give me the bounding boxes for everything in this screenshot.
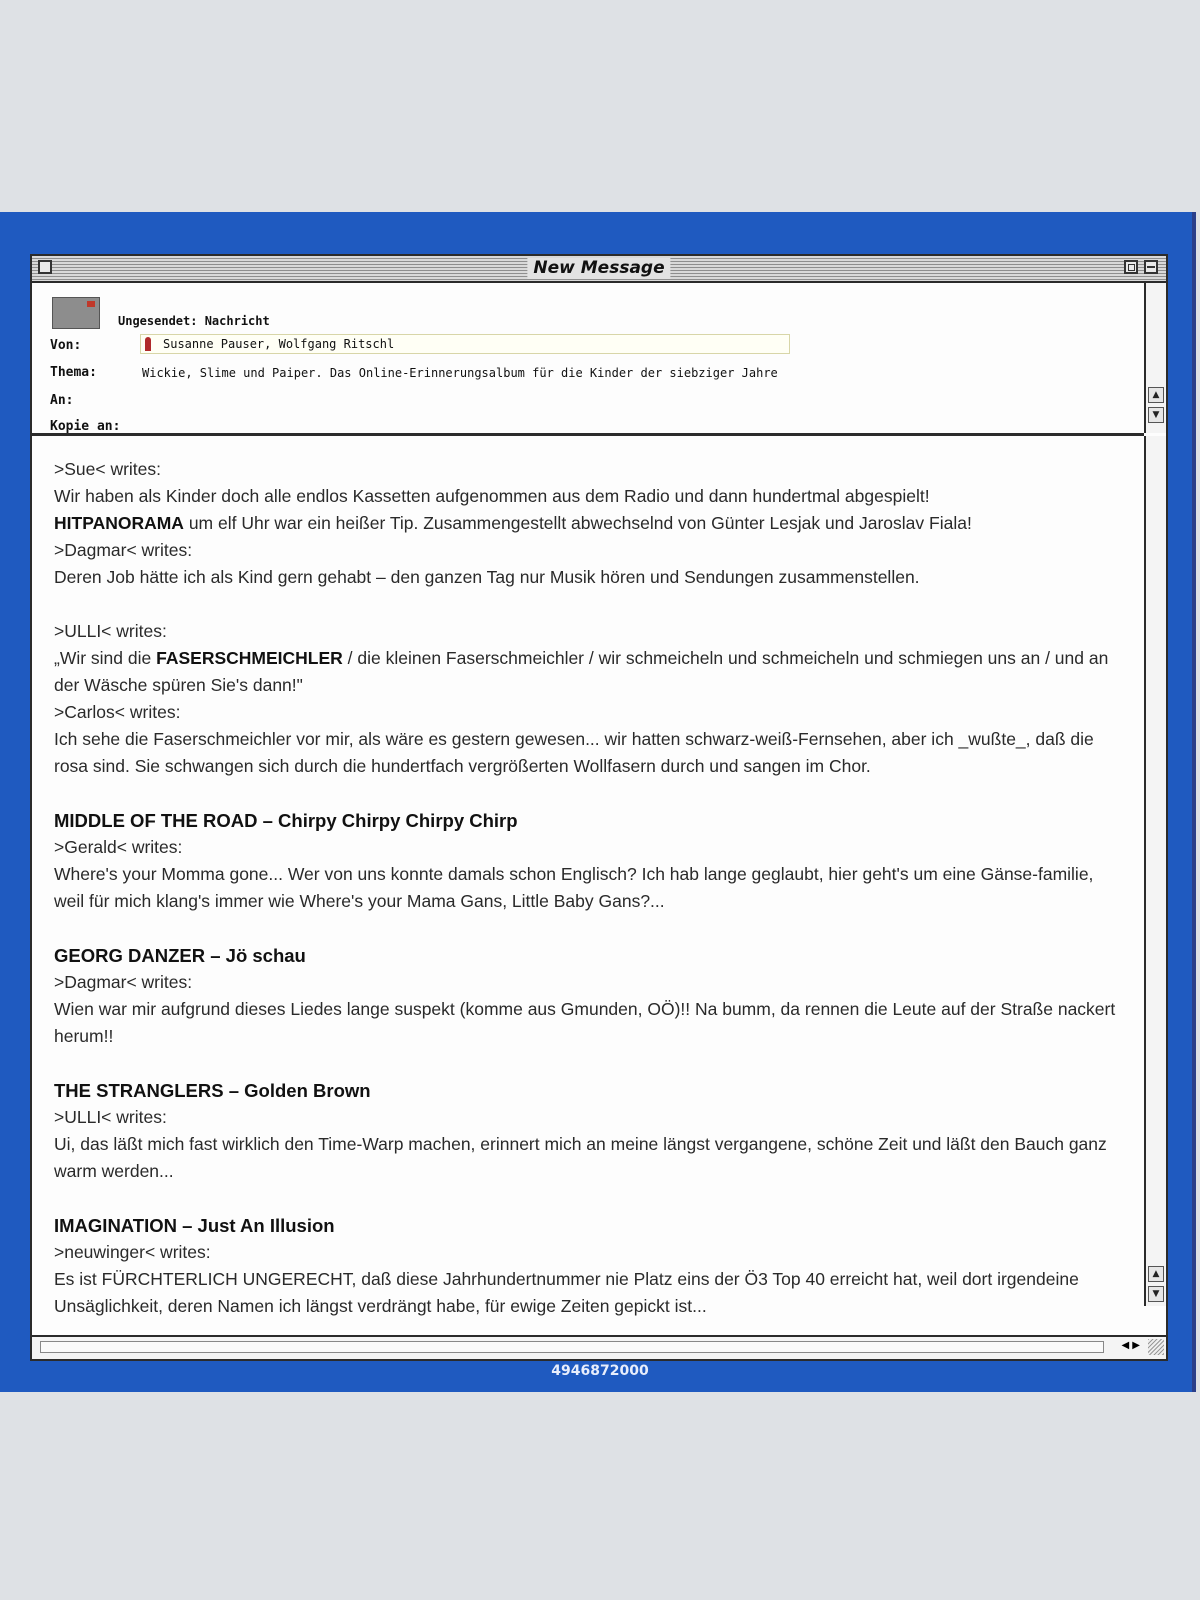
new-message-window (30, 254, 1168, 1361)
author-line: >ULLI< writes: (54, 1107, 167, 1127)
close-box-icon[interactable] (38, 260, 52, 274)
subject-value[interactable]: Wickie, Slime und Paiper. Das Online-Erinnerungsalbum für die Kinder der siebziger Jahre (142, 366, 778, 380)
cc-label: Kopie an: (50, 419, 121, 434)
song-title: THE STRANGLERS – Golden Brown (54, 1080, 371, 1101)
message-icon (52, 297, 100, 329)
scroll-left-right-arrows-icon[interactable]: ◀ ▶ (1121, 1340, 1140, 1351)
song-title: IMAGINATION – Just An Illusion (54, 1215, 335, 1236)
zoom-box-icon[interactable] (1124, 260, 1138, 274)
author-line: >Carlos< writes: (54, 702, 181, 722)
scroll-down-arrow-icon[interactable]: ▼ (1148, 407, 1164, 423)
song-title: GEORG DANZER – Jö schau (54, 945, 306, 966)
author-line: >neuwinger< writes: (54, 1242, 211, 1262)
message-status: Ungesendet: Nachricht (118, 314, 270, 328)
author-line: >ULLI< writes: (54, 621, 167, 641)
message-paragraph: Wien war mir aufgrund dieses Liedes lange suspekt (komme aus Gmunden, OÖ)!! Na bumm, da rennen die Leute auf der Straße nackert herum!! (54, 999, 1116, 1046)
author-line: >Dagmar< writes: (54, 540, 193, 560)
barcode-number: 4946872000 (551, 1363, 649, 1379)
resize-grip-icon[interactable] (1148, 1339, 1164, 1355)
to-label: An: (50, 393, 74, 408)
scroll-up-arrow-icon[interactable]: ▲ (1148, 1266, 1164, 1282)
subject-label: Thema: (50, 365, 97, 380)
scroll-up-arrow-icon[interactable]: ▲ (1148, 387, 1164, 403)
title-bar[interactable] (32, 256, 1166, 283)
horizontal-track[interactable] (40, 1341, 1104, 1353)
message-paragraph: Es ist FÜRCHTERLICH UNGERECHT, daß diese Jahrhundertnummer nie Platz eins der Ö3 Top 40 erreicht hat, weil dort irgendeine Unsäglichkeit, deren Namen ich längst verdrängt habe, für ewige Zeiten gepickt ist... (54, 1269, 1079, 1316)
from-field[interactable] (140, 334, 790, 354)
person-icon (145, 337, 151, 351)
window-title: New Message (527, 258, 670, 279)
message-paragraph: Where's your Momma gone... Wer von uns konnte damals schon Englisch? Ich hab lange geglaubt, hier geht's um eine Gänse-familie, weil für mich klang's immer wie Where's your Mama Gans, Little Baby Gans?... (54, 864, 1094, 911)
body-scrollbar[interactable] (1144, 436, 1166, 1306)
message-header (32, 283, 1144, 436)
message-paragraph: Ich sehe die Faserschmeichler vor mir, als wäre es gestern gewesen... wir hatten schwarz-weiß-Fernsehen, aber ich _wußte_, daß die rosa sind. Sie schwangen sich durch die hundertfach vergrößerten Wollfasern durch und sangen im Chor. (54, 729, 1094, 776)
author-line: >Gerald< writes: (54, 837, 183, 857)
message-paragraph: Wir haben als Kinder doch alle endlos Kassetten aufgenommen aus dem Radio und dann hundertmal abgespielt! HITPANORAMA um elf Uhr war ein heißer Tip. Zusammengestellt abwechselnd von Günter Lesjak und Jaroslav Fiala! (54, 486, 972, 533)
message-body[interactable] (32, 436, 1144, 1316)
message-paragraph: Deren Job hätte ich als Kind gern gehabt – den ganzen Tag nur Musik hören und Sendungen zusammenstellen. (54, 567, 920, 587)
from-label: Von: (50, 338, 82, 353)
scroll-down-arrow-icon[interactable]: ▼ (1148, 1286, 1164, 1302)
message-paragraph: „Wir sind die FASERSCHMEICHLER / die kleinen Faserschmeichler / wir schmeicheln und schmeicheln und schmiegen uns an / und an der Wäsche spüren Sie's dann!" (54, 648, 1109, 695)
author-line: >Dagmar< writes: (54, 972, 193, 992)
message-paragraph: Ui, das läßt mich fast wirklich den Time-Warp machen, erinnert mich an meine längst vergangene, schöne Zeit und läßt den Bauch ganz warm werden... (54, 1134, 1107, 1181)
author-line: >Sue< writes: (54, 459, 161, 479)
header-scrollbar[interactable] (1144, 283, 1166, 433)
horizontal-scrollbar[interactable] (32, 1335, 1166, 1359)
song-title: MIDDLE OF THE ROAD – Chirpy Chirpy Chirpy Chirp (54, 810, 518, 831)
from-value: Susanne Pauser, Wolfgang Ritschl (163, 337, 395, 351)
collapse-box-icon[interactable] (1144, 260, 1158, 274)
